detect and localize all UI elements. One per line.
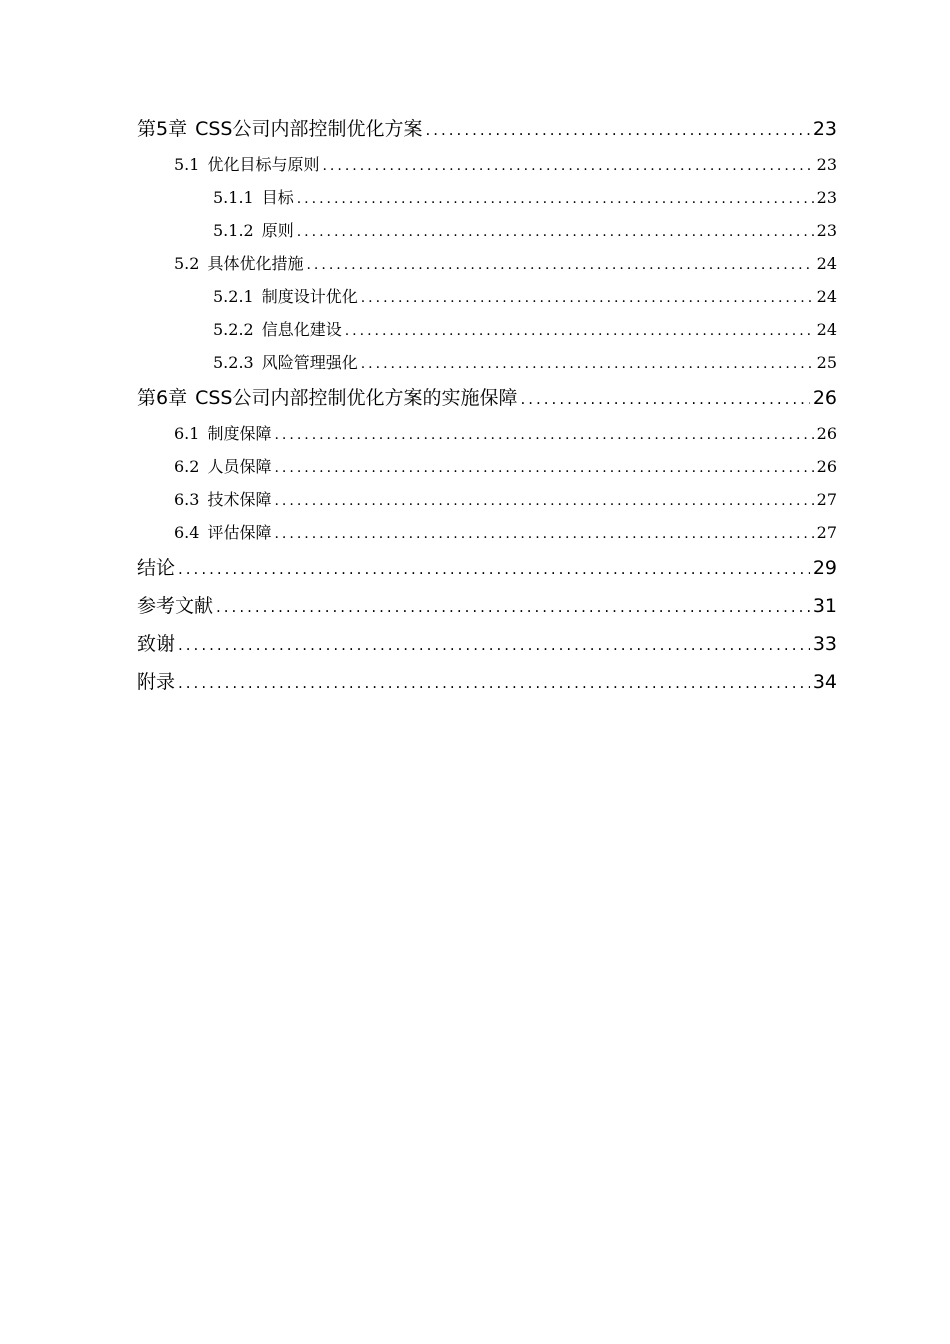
toc-number: 6.2 [174,457,200,476]
dot-leader [274,452,813,485]
toc-title: 技术保障 [207,490,272,509]
dot-leader [274,518,813,551]
toc-title: 人员保障 [207,457,272,476]
dot-leader [345,315,814,348]
toc-number: 6.1 [174,424,200,443]
toc-entry-5-2-1[interactable] [137,280,837,313]
toc-number: 5.2 [174,254,200,273]
toc-entry-6-4[interactable] [137,516,837,549]
toc-entry-6-2[interactable] [137,450,837,483]
toc-page-number: 23 [816,155,837,174]
toc-page-number: 23 [812,118,837,140]
toc-entry-5-2-2[interactable] [137,313,837,346]
toc-title: 具体优化措施 [207,254,304,273]
dot-leader [361,282,814,315]
toc-number: 6.4 [174,523,200,542]
toc-number: 5.2.2 [213,320,254,339]
toc-entry-5-2-3[interactable] [137,346,837,379]
dot-leader [216,588,810,626]
toc-title: 目标 [261,188,294,207]
dot-leader [297,183,814,216]
toc-entry-appendix[interactable] [137,663,837,701]
toc-number: 5.1 [174,155,200,174]
toc-entry-6-3[interactable] [137,483,837,516]
dot-leader [306,249,813,282]
toc-title: 结论 [137,557,176,579]
toc-title: 制度设计优化 [261,287,358,306]
toc-number: 5.1.1 [213,188,254,207]
dot-leader [322,150,813,183]
dot-leader [274,419,813,452]
toc-entry-acknowledgements[interactable] [137,625,837,663]
toc-number: 第5章 [137,118,188,140]
toc-page-number: 23 [816,188,837,207]
toc-page-number: 31 [812,595,837,617]
toc-title: 优化目标与原则 [207,155,320,174]
dot-leader [178,550,810,588]
toc-page-number: 34 [812,671,837,693]
toc-page-number: 26 [816,457,837,476]
toc-page-number: 26 [812,387,837,409]
dot-leader [178,664,810,702]
dot-leader [425,111,809,149]
toc-entry-chapter-6[interactable] [137,379,837,417]
toc-title: 附录 [137,671,176,693]
toc-number: 5.2.3 [213,353,254,372]
toc-entry-5-1[interactable] [137,148,837,181]
dot-leader [297,216,814,249]
toc-page-number: 29 [812,557,837,579]
dot-leader [361,348,814,381]
dot-leader [178,626,810,664]
toc-title: CSS公司内部控制优化方案的实施保障 [195,387,518,409]
toc-title: CSS公司内部控制优化方案 [195,118,423,140]
toc-title: 信息化建设 [261,320,342,339]
toc-number: 6.3 [174,490,200,509]
toc-title: 评估保障 [207,523,272,542]
table-of-contents [137,110,837,701]
toc-entry-5-2[interactable] [137,247,837,280]
toc-title: 参考文献 [137,595,214,617]
toc-page-number: 33 [812,633,837,655]
toc-number: 5.2.1 [213,287,254,306]
toc-entry-5-1-1[interactable] [137,181,837,214]
toc-page-number: 24 [816,254,837,273]
toc-entry-5-1-2[interactable] [137,214,837,247]
toc-page-number: 24 [816,287,837,306]
toc-title: 制度保障 [207,424,272,443]
toc-entry-conclusion[interactable] [137,549,837,587]
dot-leader [274,485,813,518]
toc-entry-references[interactable] [137,587,837,625]
toc-page-number: 27 [816,490,837,509]
toc-title: 原则 [261,221,294,240]
toc-entry-6-1[interactable] [137,417,837,450]
dot-leader [520,380,809,418]
toc-page-number: 23 [816,221,837,240]
toc-title: 风险管理强化 [261,353,358,372]
toc-page-number: 24 [816,320,837,339]
toc-entry-chapter-5[interactable] [137,110,837,148]
toc-page-number: 25 [816,353,837,372]
toc-number: 第6章 [137,387,188,409]
toc-page-number: 27 [816,523,837,542]
toc-title: 致谢 [137,633,176,655]
toc-number: 5.1.2 [213,221,254,240]
toc-page-number: 26 [816,424,837,443]
